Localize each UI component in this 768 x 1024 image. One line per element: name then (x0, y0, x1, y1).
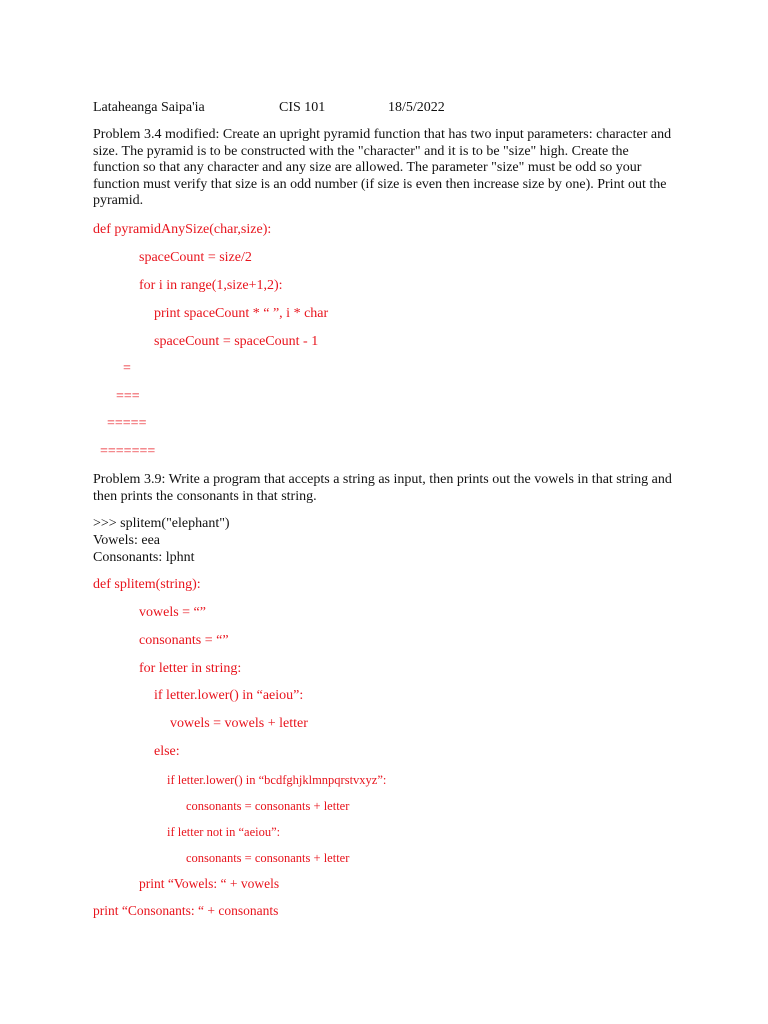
pyramid-output-line: ===== (107, 416, 147, 431)
code-line: else: (154, 744, 180, 759)
course-code: CIS 101 (279, 100, 326, 115)
example-line: >>> splitem("elephant") (93, 516, 230, 531)
code-line: if letter.lower() in “aeiou”: (154, 688, 304, 703)
code-line: if letter.lower() in “bcdfghjklmnpqrstvxyz”: (167, 773, 387, 787)
pyramid-output-line: === (116, 389, 140, 404)
problem-3-9-description: Problem 3.9: Write a program that accepts a string as input, then prints out the vowels in that string and then prints the consonants in that string. (93, 472, 672, 504)
code-line: for letter in string: (139, 661, 242, 676)
code-line: for i in range(1,size+1,2): (139, 278, 283, 293)
code-line: vowels = “” (139, 605, 206, 620)
code-line: def splitem(string): (93, 577, 201, 592)
code-line: consonants = consonants + letter (186, 851, 350, 865)
code-line: vowels = vowels + letter (170, 716, 308, 731)
code-line: print “Consonants: “ + consonants (93, 903, 279, 918)
code-line: consonants = consonants + letter (186, 799, 350, 813)
example-line: Consonants: lphnt (93, 550, 195, 565)
example-line: Vowels: eea (93, 533, 160, 548)
code-line: print “Vowels: “ + vowels (139, 876, 280, 891)
pyramid-output-line: ======= (100, 444, 156, 459)
author-name: Lataheanga Saipa'ia (93, 100, 205, 115)
code-line: spaceCount = size/2 (139, 250, 252, 265)
document-date: 18/5/2022 (388, 100, 445, 115)
code-line: consonants = “” (139, 633, 229, 648)
code-line: def pyramidAnySize(char,size): (93, 222, 272, 237)
problem-3-4-description: Problem 3.4 modified: Create an upright pyramid function that has two input parameters: character and size. The pyramid is to be constructed with the "character" and it is to be "size" high. Create the function so that any character and any size are allowed. The parameter "size" must be odd so your function must verify that size is an odd number (if size is even then increase size by one). Print out the pyramid. (93, 127, 672, 209)
code-line: if letter not in “aeiou”: (167, 825, 281, 839)
code-line: spaceCount = spaceCount - 1 (154, 334, 319, 349)
code-line: print spaceCount * “ ”, i * char (154, 306, 329, 321)
pyramid-output-line: = (123, 361, 131, 376)
